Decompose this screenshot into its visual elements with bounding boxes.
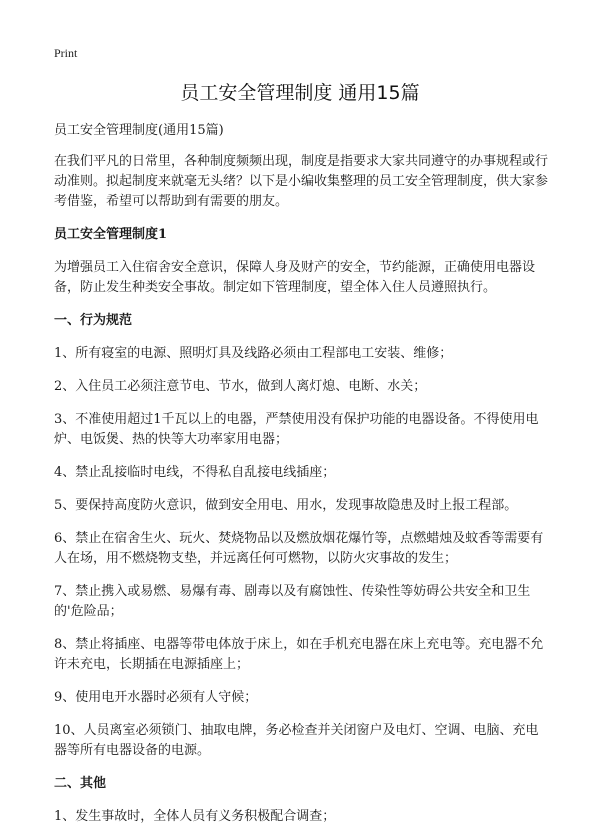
list-item: 6、禁止在宿舍生火、玩火、焚烧物品以及燃放烟花爆竹等，点燃蜡烛及蚊香等需要有人在场，用不燃烧物支垫，并远离任何可燃物，以防火灾事故的发生；	[54, 531, 544, 566]
section-intro-paragraph: 为增强员工入住宿舍安全意识，保障人身及财产的安全，节约能源，正确使用电器设备，防止发生种类安全事故。制定如下管理制度，望全体入住人员遵照执行。	[54, 260, 536, 295]
list-item: 4、禁止乱接临时电线，不得私自乱接电线插座；	[54, 465, 336, 480]
article-subtitle: 员工安全管理制度(通用15篇)	[54, 123, 224, 138]
intro-paragraph: 在我们平凡的日常里，各种制度频频出现，制度是指要求大家共同遵守的办事规程或行动准则。拟起制度来就毫无头绪？以下是小编收集整理的员工安全管理制度，供大家参考借鉴，希望可以帮助到有需要的朋友。	[54, 154, 549, 209]
list-item: 9、使用电开水器时必须有人守候；	[54, 690, 258, 705]
list-item: 7、禁止携入或易燃、易爆有毒、剧毒以及有腐蚀性、传染性等妨碍公共安全和卫生的'危险品；	[54, 584, 531, 619]
article-body	[54, 121, 550, 840]
list-item: 10、人员离室必须锁门、抽取电牌，务必检查并关闭窗户及电灯、空调、电脑、充电器等所有电器设备的电源。	[54, 723, 539, 758]
list-item: 1、所有寝室的电源、照明灯具及线路必须由工程部电工安装、维修；	[54, 346, 453, 361]
section-heading: 员工安全管理制度1	[54, 227, 168, 242]
list-item: 2、入住员工必须注意节电、节水，做到人离灯熄、电断、水关；	[54, 379, 427, 394]
page-title: 员工安全管理制度 通用15篇	[180, 82, 420, 104]
list-item: 5、要保持高度防火意识，做到安全用电、用水，发现事故隐患及时上报工程部。	[54, 498, 518, 513]
list-item: 8、禁止将插座、电器等带电体放于床上，如在手机充电器在床上充电等。充电器不允许未充电，长期插在电源插座上；	[54, 637, 544, 672]
list-item: 3、不准使用超过1千瓦以上的电器，严禁使用没有保护功能的电器设备。不得使用电炉、电饭煲、热的快等大功率家用电器；	[54, 412, 539, 447]
part-heading-other: 二、其他	[54, 776, 107, 791]
list-item: 1、发生事故时，全体人员有义务积极配合调查；	[54, 809, 336, 824]
part-heading-conduct: 一、行为规范	[54, 313, 133, 328]
print-link[interactable]: Print	[54, 46, 78, 60]
